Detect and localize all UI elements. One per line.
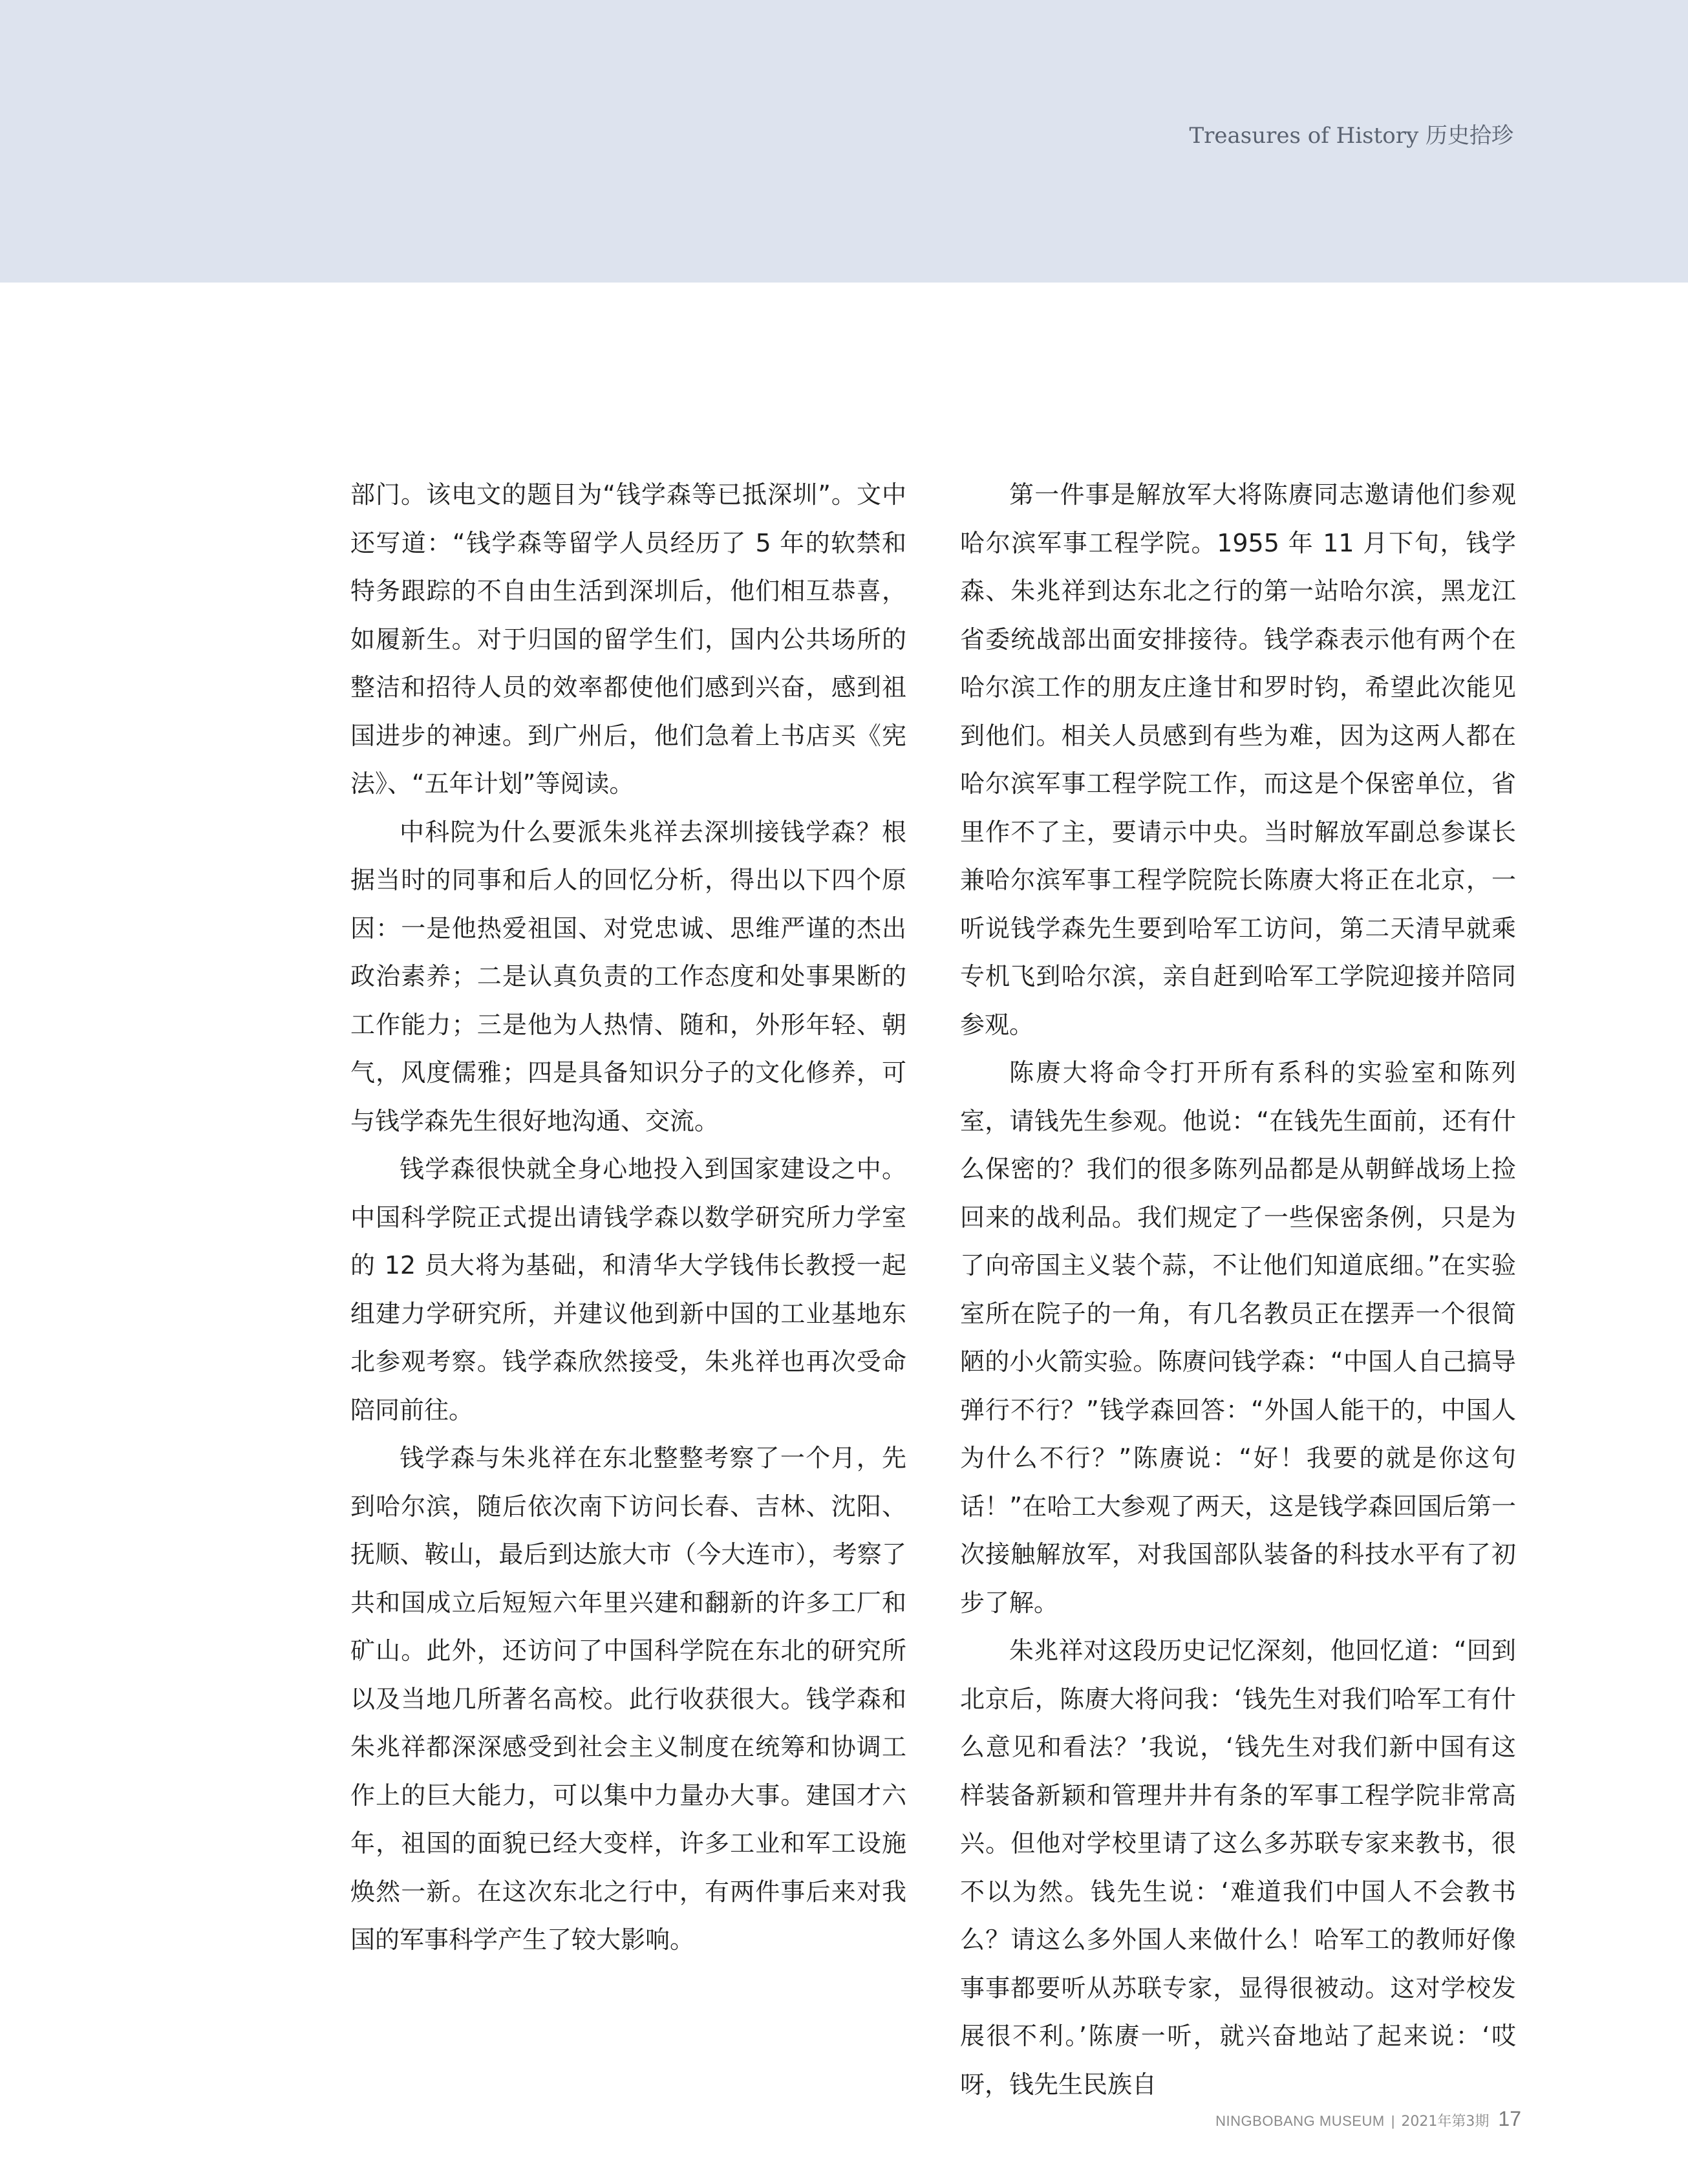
right-paragraph-1: 第一件事是解放军大将陈赓同志邀请他们参观哈尔滨军事工程学院。1955 年 11 月下旬，钱学森、朱兆祥到达东北之行的第一站哈尔滨，黑龙江省委统战部出面安排接待。钱学森表示他有两个在哈尔滨工作的朋友庄逢甘和罗时钧，希望此次能见到他们。相关人员感到有些为难，因为这两人都在哈尔滨军事工程学院工作，而这是个保密单位，省里作不了主，要请示中央。当时解放军副总参谋长兼哈尔滨军事工程学院院长陈赓大将正在北京，一听说钱学森先生要到哈军工访问，第二天清早就乘专机飞到哈尔滨，亲自赶到哈军工学院迎接并陪同参观。 [960,480,1516,1039]
footer-issue: 2021年第3期 [1401,2114,1490,2130]
left-paragraph-4: 钱学森与朱兆祥在东北整整考察了一个月，先到哈尔滨，随后依次南下访问长春、吉林、沈阳、抚顺、鞍山，最后到达旅大市（今大连市），考察了共和国成立后短短六年里兴建和翻新的许多工厂和矿山。此外，还访问了中国科学院在东北的研究所以及当地几所著名高校。此行收获很大。钱学森和朱兆祥都深深感受到社会主义制度在统筹和协调工作上的巨大能力，可以集中力量办大事。建国才六年，祖国的面貌已经大变样，许多工业和军工设施焕然一新。在这次东北之行中，有两件事后来对我国的军事科学产生了较大影响。 [350,1444,906,1954]
footer-magazine-name: NINGBOBANG MUSEUM [1215,2113,1385,2129]
left-paragraph-3: 钱学森很快就全身心地投入到国家建设之中。中国科学院正式提出请钱学森以数学研究所力学室的 12 员大将为基础，和清华大学钱伟长教授一起组建力学研究所，并建议他到新中国的工业基地东北参观考察。钱学森欣然接受，朱兆祥也再次受命陪同前往。 [350,1155,906,1424]
left-paragraph-1: 部门。该电文的题目为“钱学森等已抵深圳”。文中还写道：“钱学森等留学人员经历了 5 年的软禁和特务跟踪的不自由生活到深圳后，他们相互恭喜，如履新生。对于归国的留学生们，国内公共场所的整洁和招待人员的效率都使他们感到兴奋，感到祖国进步的神速。到广州后，他们急着上书店买《宪法》、“五年计划”等阅读。 [350,480,906,798]
right-paragraph-2: 陈赓大将命令打开所有系科的实验室和陈列室，请钱先生参观。他说：“在钱先生面前，还有什么保密的？我们的很多陈列品都是从朝鲜战场上捡回来的战利品。我们规定了一些保密条例，只是为了向帝国主义装个蒜，不让他们知道底细。”在实验室所在院子的一角，有几名教员正在摆弄一个很简陋的小火箭实验。陈赓问钱学森：“中国人自己搞导弹行不行？”钱学森回答：“外国人能干的，中国人为什么不行？”陈赓说：“好！我要的就是你这句话！”在哈工大参观了两天，这是钱学森回国后第一次接触解放军，对我国部队装备的科技水平有了初步了解。 [960,1058,1516,1617]
page-number: 17 [1498,2107,1521,2130]
right-column [960,471,1516,2108]
right-paragraph-3: 朱兆祥对这段历史记忆深刻，他回忆道：“回到北京后，陈赓大将问我：‘钱先生对我们哈军工有什么意见和看法？’我说，‘钱先生对我们新中国有这样装备新颖和管理井井有条的军事工程学院非常高兴。但他对学校里请了这么多苏联专家来教书，很不以为然。钱先生说：‘难道我们中国人不会教书么？请这么多外国人来做什么！哈军工的教师好像事事都要听从苏联专家，显得很被动。这对学校发展很不利。’陈赓一听，就兴奋地站了起来说：‘哎呀，钱先生民族自 [960,1636,1516,2099]
page-footer [1215,2107,1521,2131]
section-label: Treasures of History 历史拾珍 [1189,123,1513,149]
footer-separator: | [1391,2113,1395,2129]
left-paragraph-2: 中科院为什么要派朱兆祥去深圳接钱学森？根据当时的同事和后人的回忆分析，得出以下四个原因：一是他热爱祖国、对党忠诚、思维严谨的杰出政治素养；二是认真负责的工作态度和处事果断的工作能力；三是他为人热情、随和，外形年轻、朝气，风度儒雅；四是具备知识分子的文化修养，可与钱学森先生很好地沟通、交流。 [350,817,906,1135]
left-column [350,471,906,1964]
